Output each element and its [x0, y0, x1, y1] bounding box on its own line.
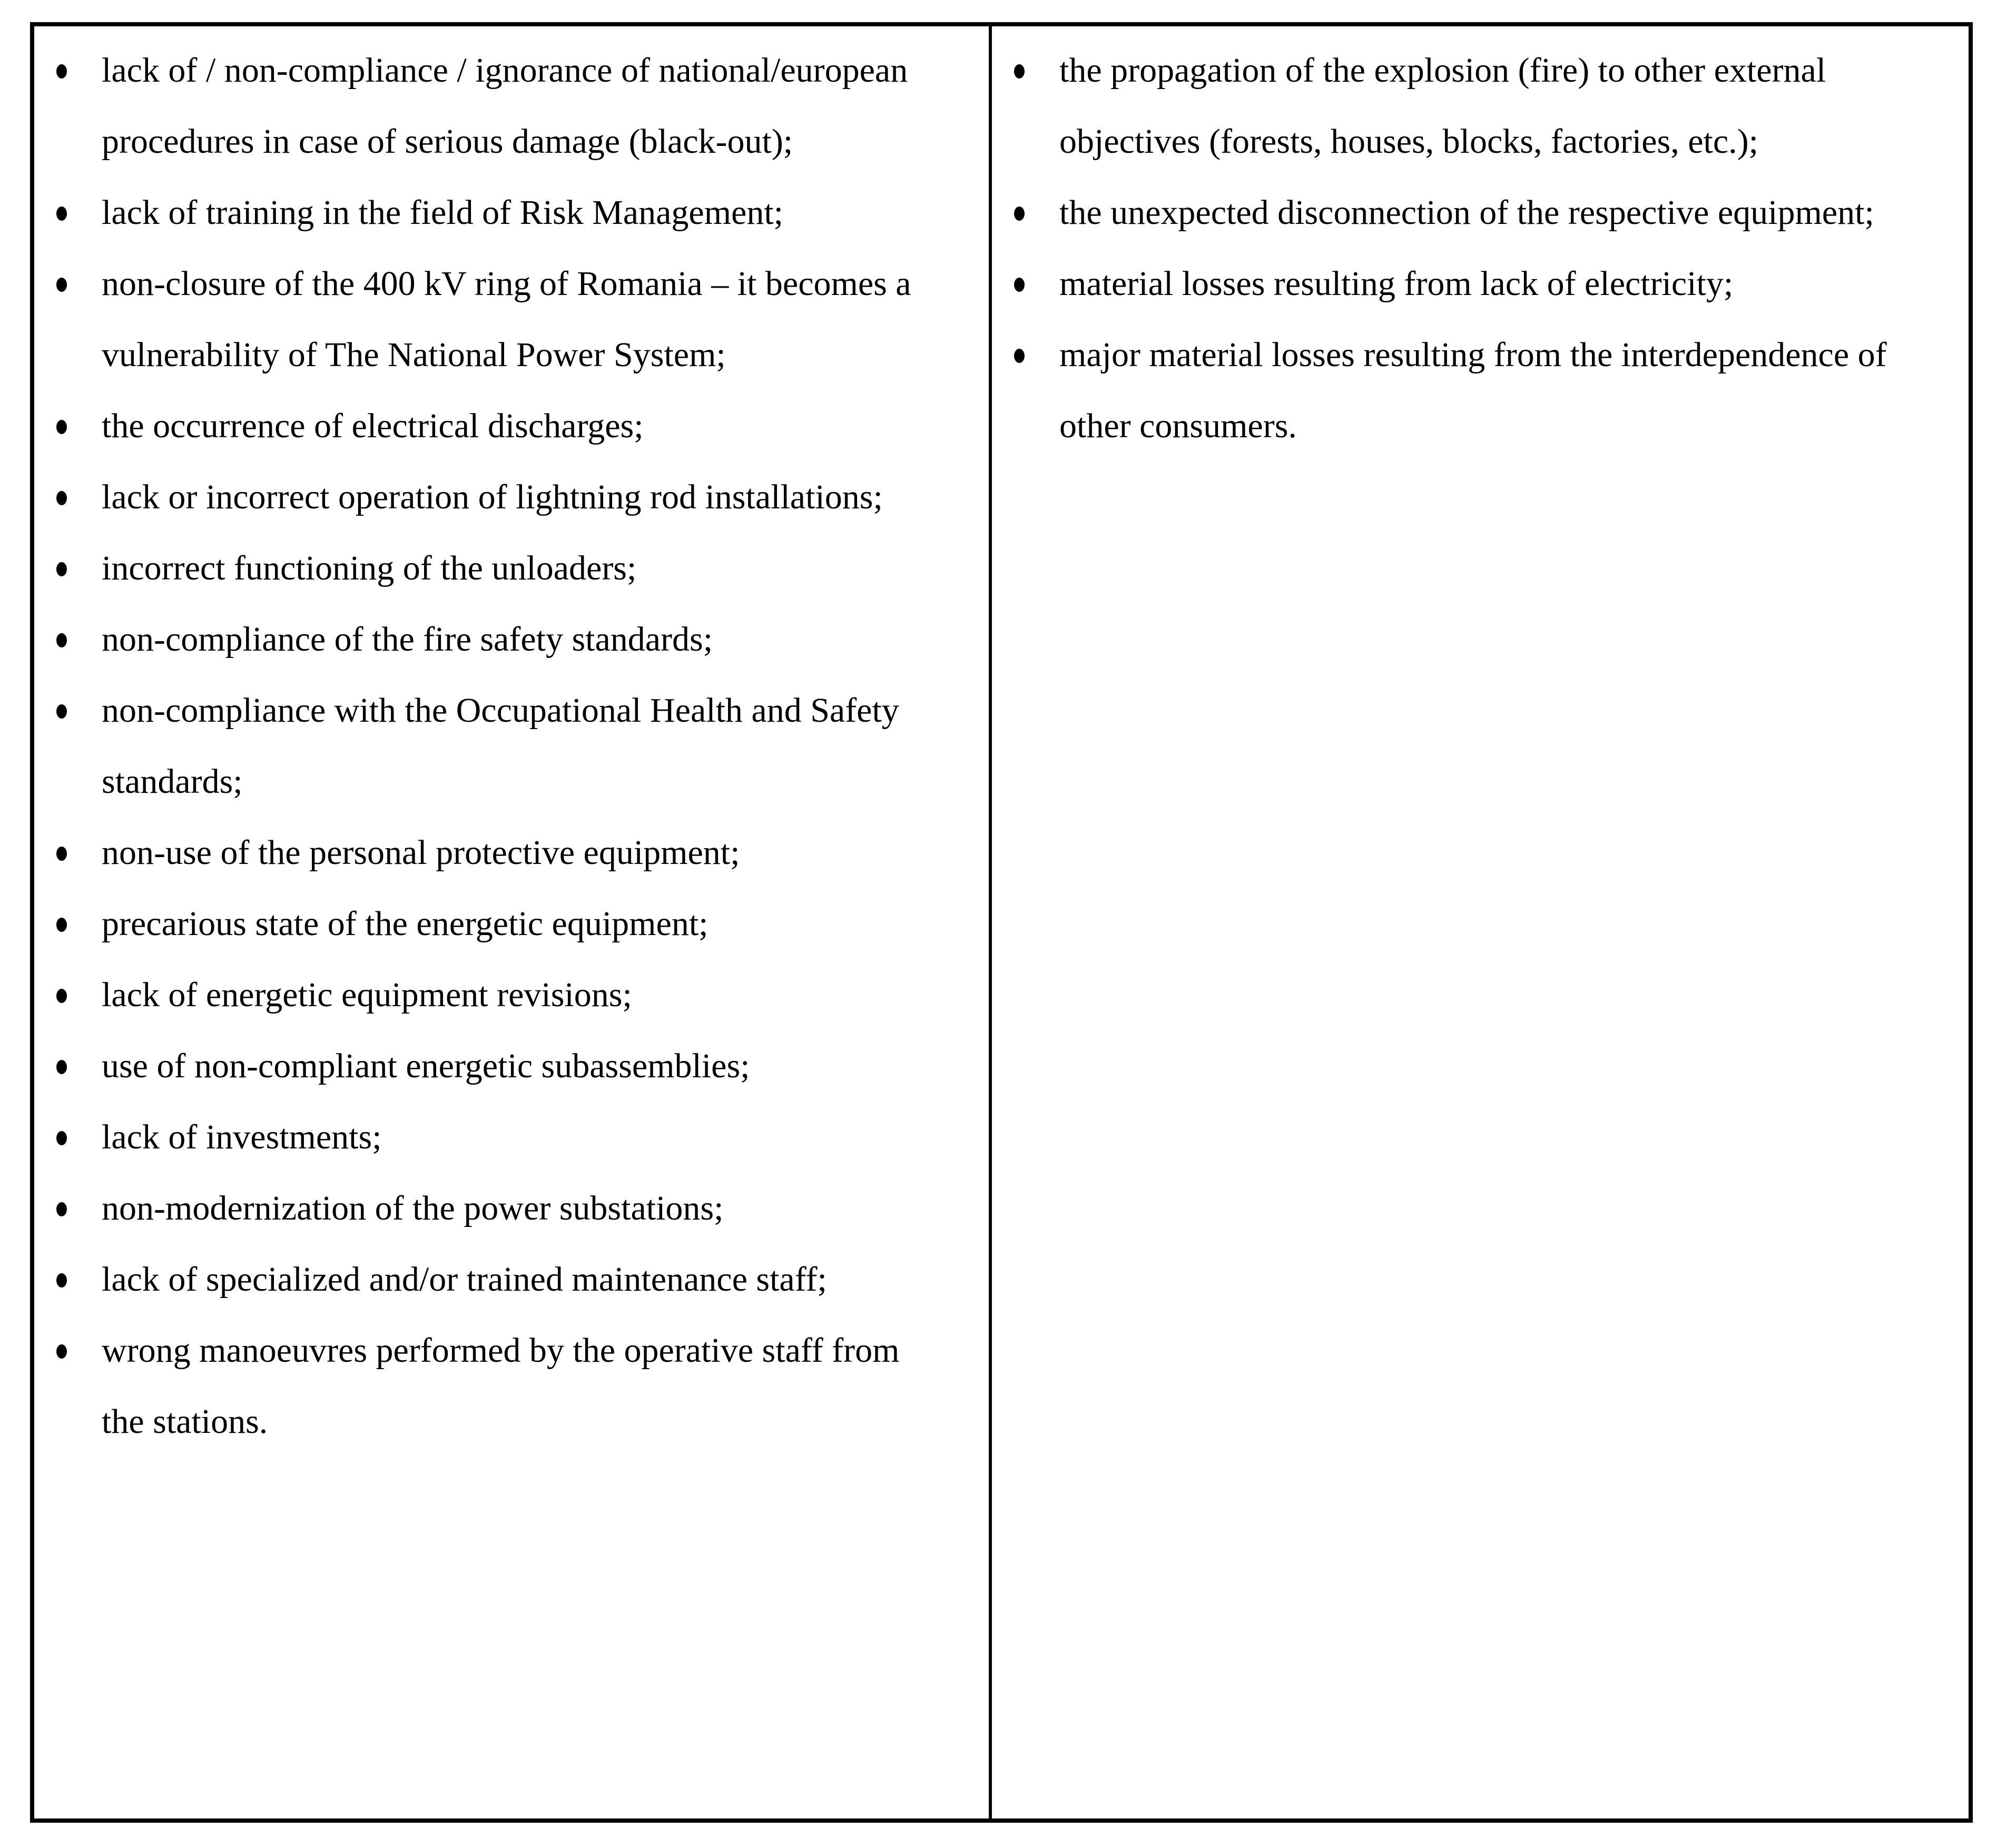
list-item-text: major material losses resulting from the interdependence of other consumers. — [1059, 336, 1887, 445]
list-item — [34, 35, 957, 177]
list-item — [34, 1030, 957, 1102]
bullet-icon — [56, 491, 67, 505]
list-item-text: lack of energetic equipment revisions; — [102, 976, 632, 1014]
bullet-icon — [56, 918, 67, 932]
list-item-text: precarious state of the energetic equipment; — [102, 905, 709, 943]
list-item — [992, 35, 1937, 177]
bullet-icon — [56, 847, 67, 861]
list-item — [34, 888, 957, 959]
list-item — [34, 533, 957, 604]
list-item — [34, 1173, 957, 1244]
bullet-icon — [1014, 64, 1025, 78]
list-item-text: use of non-compliant energetic subassemblies; — [102, 1047, 750, 1085]
list-item-text: non-compliance with the Occupational Health and Safety standards; — [102, 691, 899, 801]
bullet-icon — [56, 704, 67, 719]
bullet-icon — [56, 1344, 67, 1359]
bullet-icon — [56, 278, 67, 292]
left-column-cell — [34, 26, 989, 1818]
bullet-icon — [1014, 207, 1025, 221]
list-item-text: material losses resulting from lack of electricity; — [1059, 264, 1734, 303]
list-item-text: lack or incorrect operation of lightning rod installations; — [102, 478, 883, 516]
list-item-text: lack of / non-compliance / ignorance of national/european procedures in case of serious damage (black-out); — [102, 51, 908, 161]
list-item — [992, 248, 1937, 319]
left-bullet-list — [34, 35, 957, 1457]
list-item-text: lack of investments; — [102, 1118, 382, 1156]
list-item — [34, 1244, 957, 1315]
list-item — [34, 604, 957, 675]
list-item-text: non-compliance of the fire safety standards; — [102, 620, 713, 658]
right-column-cell — [989, 26, 1969, 1818]
bullet-icon — [56, 420, 67, 434]
list-item-text: non-modernization of the power substations; — [102, 1189, 724, 1227]
list-item — [34, 390, 957, 461]
list-item — [34, 817, 957, 888]
bullet-icon — [56, 633, 67, 647]
list-item-text: lack of specialized and/or trained maintenance staff; — [102, 1260, 827, 1299]
bullet-icon — [56, 1131, 67, 1145]
list-item-text: incorrect functioning of the unloaders; — [102, 549, 637, 587]
bullet-icon — [56, 207, 67, 221]
list-item-text: the propagation of the explosion (fire) to other external objectives (forests, houses, blocks, factories, etc.); — [1059, 51, 1826, 161]
list-item — [34, 461, 957, 533]
list-item — [34, 959, 957, 1030]
list-item — [34, 1315, 957, 1457]
bullet-icon — [56, 1202, 67, 1216]
bullet-icon — [56, 1060, 67, 1074]
bullet-icon — [1014, 278, 1025, 292]
list-item-text: the occurrence of electrical discharges; — [102, 407, 644, 445]
risk-factors-table — [30, 22, 1973, 1823]
list-item — [992, 177, 1937, 248]
list-item-text: wrong manoeuvres performed by the operative staff from the stations. — [102, 1331, 917, 1441]
bullet-icon — [56, 64, 67, 78]
list-item-text: non-use of the personal protective equipment; — [102, 833, 740, 872]
list-item-text: non-closure of the 400 kV ring of Romania – it becomes a vulnerability of The National Power System; — [102, 264, 911, 374]
list-item — [992, 319, 1937, 461]
bullet-icon — [56, 562, 67, 576]
list-item-text: the unexpected disconnection of the respective equipment; — [1059, 193, 1874, 232]
list-item — [34, 248, 957, 390]
list-item — [34, 177, 957, 248]
bullet-icon — [56, 1273, 67, 1287]
list-item — [34, 1102, 957, 1173]
list-item — [34, 675, 957, 817]
right-bullet-list — [992, 35, 1937, 461]
bullet-icon — [56, 989, 67, 1003]
bullet-icon — [1014, 349, 1025, 363]
list-item-text: lack of training in the field of Risk Management; — [102, 193, 783, 232]
